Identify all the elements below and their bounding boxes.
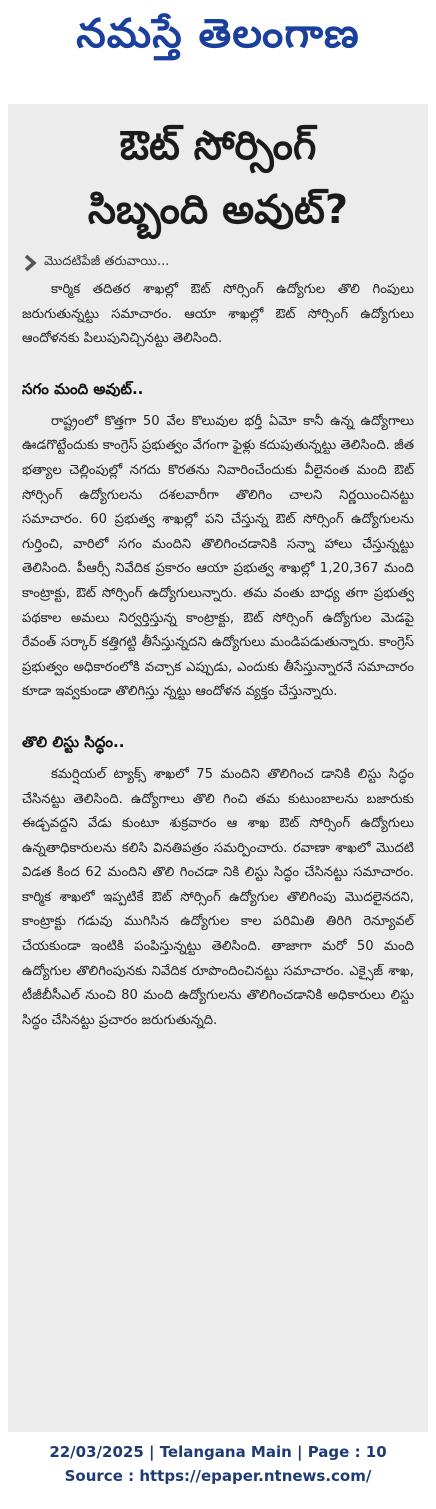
newspaper-logo: నమస్తే తెలంగాణ [76,11,360,57]
section-heading: తొలి లిస్టు సిద్ధం.. [22,732,125,751]
section-paragraph: రాష్ట్రంలో కొత్తగా 50 వేల కొలువుల భర్తీ ఏమో కానీ ఉన్న ఉద్యోగాలు ఊడగొట్టేందుకు కాంగ్రెస్ ప్రభుత్వం వేగంగా ఫైళ్లు కదుపుతున్నట్టు తెలిసింది. జీత భత్యాల చెల్లింపుల్లో నగదు కొరతను నివారించేందుకు వీలైనంత మంది ఔట్ సోర్సింగ్ ఉద్యోగులను దశలవారీగా తొలిగిం చాలని నిర్ణయించినట్టు సమాచారం. 60 ప్రభుత్వ శాఖల్లో పని చేస్తున్న ఔట్ సోర్సింగ్ ఉద్యోగులను గుర్తించి, వారిలో సగం మందిని తొలిగించడానికి సన్నా హాలు చేస్తున్నట్టు తెలిసింది. పీఆర్సీ నివేదిక ప్రకారం ఆయా ప్రభుత్వ శాఖల్లో 1,20,367 మంది కాంట్రాక్టు, ఔట్ సోర్సింగ్ ఉద్యోగులున్నారు. తమ వంతు బాధ్య తగా ప్రభుత్వ పథకాల అమలు నిర్వర్తిస్తున్న కాంట్రాక్టు, ఔట్ సోర్సింగ్ ఉద్యోగుల మెడపై రేవంత్ సర్కార్ కత్తిగట్టి తీసేస్తున్నదని ఉద్యోగులు మండిపడుతున్నారు. కాంగ్రెస్ ప్రభుత్వం అధికారంలోకి వచ్చాక ఎప్పుడు, ఎందుకు తీసేస్తున్నారనే సమాచారం కూడా ఇవ్వకుండా తొలిగిస్తు న్నట్టు ఆందోళన వ్యక్తం చేస్తున్నారు. [22,413,414,700]
headline [22,104,414,242]
dateline: 22/03/2025 | Telangana Main | Page : 10 [49,1443,387,1461]
news-article [8,104,428,1432]
masthead [0,0,436,78]
page-footer [0,1440,436,1488]
source-line: Source : https://epaper.ntnews.com/ [64,1467,372,1485]
chevron-right-icon [22,254,38,272]
section-paragraph: కమర్షియల్ ట్యాక్స్ శాఖలో 75 మందిని తొలిగించ డానికి లిస్టు సిద్ధం చేసినట్టు తెలిసింది. ఉద్యోగాలు తొలి గించి తమ కుటుంబాలను బజారుకు ఈడ్చవద్దని వేడు కుంటూ శుక్రవారం ఆ శాఖ ఔట్ సోర్సింగ్ ఉద్యోగులు ఉన్నతాధికారులను కలిసి వినతిపత్రం సమర్పించారు. రవాణా శాఖలో మొదటి విడత కింద 62 మందిని తొలి గించడా నికి లిస్టు సిద్ధం చేసినట్టు సమాచారం. కార్మిక శాఖలో ఇప్పటికే ఔట్ సోర్సింగ్ ఉద్యోగుల తొలిగింపు మొదలైనదని, కాంట్రాక్టు గడువు ముగిసిన ఉద్యోగుల కాల పరిమితి తిరిగి రెన్యూవల్ చేయకుండా ఇంటికి పంపిస్తున్నట్టు తెలిసింది. తాజాగా మరో 50 మంది ఉద్యోగుల తొలిగింపునకు నివేదిక రూపొందించినట్టు సమాచారం. ఎక్సైజ్ శాఖ, టీజీబీసీఎల్ నుంచి 80 మంది ఉద్యోగులను తొలిగించడానికి అధికారులు లిస్టు సిద్ధం చేసినట్టు ప్రచారం జరుగుతున్నది. [22,766,414,1028]
headline-line-2: సిబ్బంది అవుట్? [87,187,349,233]
continued-from-marker [22,254,414,272]
intro-paragraph: కార్మిక తదితర శాఖల్లో ఔట్ సోర్సింగ్ ఉద్యోగుల తొలి గింపులు జరుగుతున్నట్టు సమాచారం. ఆయా శాఖల్లో ఔట్ సోర్సింగ్ ఉద్యోగులు ఆందోళనకు పిలుపునిచ్చినట్టు తెలిసింది. [22,282,414,347]
headline-line-1: ఔట్ సోర్సింగ్ [119,123,317,169]
section-heading: సగం మంది అవుట్.. [22,379,144,398]
continued-label: మొదటిపేజీ తరువాయి... [44,254,170,269]
